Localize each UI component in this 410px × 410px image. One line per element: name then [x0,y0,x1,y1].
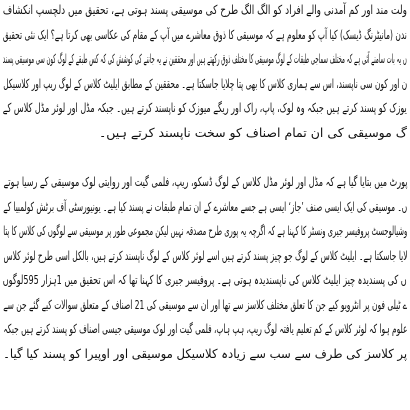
text-line-content: پر کلاسز کی طرف سے سب سے زیادہ کلاسیکل موسیقی اور اوپیرا کو پسند کیا گیا۔ [3,345,407,361]
text-line-content: ن اور کون سی ناپسند، اس سے ہماری کلاس کا بھی پتا چلایا جاسکتا ہے۔ محققین کے مطابق ایلیٹ کلاس کے لوگ ریپ اور کلاسیکل [3,75,407,91]
text-line-content: لایا جاسکتا ہے۔ ایلیٹ کلاس کے لوگ جو چیز پسند کرتے ہیں اسے لوئر کلاس کے لوگ ناپسند کرتے ہیں، بالکل اسی طرح لوئر کلاس [3,247,407,263]
paragraph-spacer [0,145,410,170]
text-line [0,47,410,72]
text-line [0,342,410,367]
text-line-content: ندن (مانیٹرنگ ڈیسک) کیا آپ کو معلوم ہے کہ موسیقی کا ذوق معاشرے میں آپ کے مقام کی عکاسی بھی کرتا ہے؟ ایک نئی تحقیق [3,26,407,42]
text-line [0,219,410,244]
text-line [0,317,410,342]
text-line [0,268,410,293]
text-line-content: علوم ہوا کہ لوئر کلاس کے کم تعلیم یافتہ لوگ ریپ، ہپ ہاپ، فلمی گیت اور لوک موسیقی جیسی اصناف کو پسند کرتے ہیں جبکہ [3,321,407,336]
text-line [0,170,410,195]
text-line [0,293,410,318]
paragraph-1 [0,23,410,146]
text-line [0,23,410,48]
text-line-content: ں کی پسندیدہ چیز ایلیٹ کلاس کی ناپسندیدہ ہوتی ہے۔ پروفیسر جیری کا کہنا تھا کہ اس تحقیق میں 1ہزار 595لوگوں [3,272,407,287]
text-line-content: ں یہ بات سامنے آئی ہے کہ مختلف سماجی طبقات کے لوگ موسیقی کا مختلف ذوق رکھتے ہیں اور محققین نے یہ جاننے کی کوشش کی کہ کس طبقے کے لوگ کون سی موسیقی پسند [3,51,407,66]
text-line-content: ں۔ موسیقی کی ایک ایسی صنف ’جاز‘ ایسی ہے جسے معاشرے کے ان تمام طبقات نے پسند کیا ہے۔ یونیورسٹی آف برٹش کولمبیا کے [3,198,407,214]
text-line [0,121,410,146]
paragraph-2 [0,170,410,366]
text-line [0,244,410,269]
headline-text: ولت مند اور کم آمدنی والے افراد کو الگ الگ طرح کی موسیقی پسند ہوتی ہے، تحقیق میں دلچسپ انکشاف [3,2,407,17]
text-line [0,195,410,220]
text-line-content: گ موسیقی کی ان تمام اصناف کو سخت ناپسند کرتے ہیں۔ [98,124,407,140]
text-line-content: ے ٹیلی فون پر انٹرویو کیے جن کا تعلق مختلف کلاسز سے تھا اور ان سے موسیقی کی 21 اصناف کے متعلق سوالات کیے گئے جن سے [2,296,408,312]
text-line [0,96,410,121]
headline [0,0,410,23]
text-line-content: وشیالوجسٹ پروفیسر جیری ونسٹر کا کہنا ہے کہ اگرچہ یہ پوری طرح مصدقہ نہیں لیکن مجموعی طور پر موسیقی سے لوگوں کی کلاس کا پتا [3,223,407,238]
text-line-content: پورٹ میں بتایا گیا ہے کہ مڈل اور لوئر مڈل کلاس کے لوگ ڈسکو، ریپ، فلمی گیت اور روایتی لوک موسیقی کے رسیا ہوتے [3,174,407,189]
text-line-content: یوزک کو پسند کرتے ہیں جبکہ وہ لوک، پاپ، راک اور ریگے میوزک کو ناپسند کرتے ہیں۔ جبکہ مڈل اور لوئر مڈل کلاس کے [3,100,407,115]
text-line [0,72,410,97]
